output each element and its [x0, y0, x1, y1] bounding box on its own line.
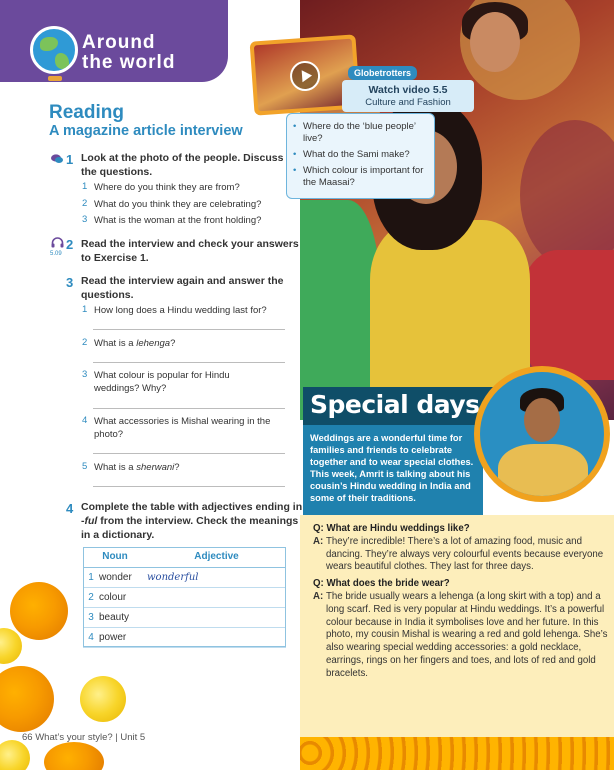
exercise-2-heading: Read the interview and check your answers to Exercise 1. — [81, 238, 299, 264]
marigold-flower — [0, 666, 54, 732]
interview-question: Q: What does the bride wear? — [313, 578, 450, 590]
avatar — [480, 372, 604, 496]
ex1-q2-text: What do you think they are celebrating? — [94, 199, 262, 210]
row-number: 2 — [83, 587, 99, 607]
row-number: 1 — [83, 567, 99, 587]
watch-video-title: Watch video 5.5 — [368, 84, 448, 96]
ex3-q1-text: How long does a Hindu wedding last for? — [94, 305, 267, 316]
exercise-4-heading: Complete the table with adjectives ending in -ful from the interview. Check the meanings in a dictionary. — [81, 501, 303, 541]
answer-line[interactable] — [93, 362, 285, 363]
marigold-flower — [44, 742, 104, 770]
column-header-noun: Noun — [83, 547, 147, 567]
ex3-q4-text: What accessories is Mishal wearing in the photo? — [94, 416, 271, 440]
marigold-border — [300, 737, 614, 770]
ex1-q3-text: What is the woman at the front holding? — [94, 215, 262, 226]
answer-line[interactable] — [93, 408, 285, 409]
list-item: • Where do the ‘blue people’ live? — [293, 121, 429, 145]
marigold-flower — [0, 740, 30, 770]
marigold-flower — [0, 628, 22, 664]
page-footer: 66 What’s your style? | Unit 5 — [22, 732, 146, 743]
lesson-banner — [0, 0, 228, 82]
exercise-2-number: 2 — [66, 237, 74, 252]
special-days-title: Special days — [310, 390, 480, 419]
list-item: • Which colour is important for the Maasai? — [293, 165, 429, 189]
ex1-q3-number: 3 — [82, 214, 88, 225]
exercise-1-heading: Look at the photo of the people. Discuss the questions. — [81, 152, 284, 178]
speech-bubble-icon — [51, 154, 63, 164]
play-icon[interactable] — [289, 60, 321, 92]
row-number: 4 — [83, 627, 99, 647]
banner-title-line2: the world — [82, 52, 176, 73]
noun-cell: beauty — [99, 607, 147, 627]
ex1-q1-number: 1 — [82, 181, 88, 192]
intro-text: Weddings are a wonderful time for families and friends to celebrate together and to wear special clothes. This week, Amrit is talking about his cousin’s Hindu wedding in India and some of their traditions. — [310, 433, 474, 503]
ex3-q4-number: 4 — [82, 415, 88, 426]
interview-answer: A: The bride usually wears a lehenga (a long skirt with a top) and a long scarf. Red is very popular at Hindu weddings. It’s a powerful colour because in India it symbolises love and her future. In this photo, my cousin Mishal is wearing a red and gold lehenga. She’s also wearing special wedding accessories: a gold necklace, earrings, rings on her fingers and toes, and lots of red and gold bracelets. — [313, 590, 608, 679]
globe-stand — [48, 76, 62, 81]
answer-line[interactable] — [93, 329, 285, 330]
ex3-q5-text: What is a sherwani? — [94, 462, 180, 473]
noun-cell: colour — [99, 587, 147, 607]
ex3-q2-number: 2 — [82, 337, 88, 348]
globe-icon — [30, 26, 78, 74]
marigold-flower — [10, 582, 68, 640]
ex1-q2-number: 2 — [82, 198, 88, 209]
watch-video-subtitle: Culture and Fashion — [365, 97, 451, 108]
video-questions-box — [286, 113, 435, 199]
exercise-3-heading: Read the interview again and answer the questions. — [81, 275, 284, 301]
audio-track-ref: 5.09 — [50, 251, 62, 257]
photo-detail — [520, 250, 614, 380]
ex3-q2-text: What is a lehenga? — [94, 338, 176, 349]
ex3-q3-text: What colour is popular for Hindu weddings? Why? — [94, 370, 230, 394]
interview-answer: A: They’re incredible! There’s a lot of amazing food, music and dancing. They’re always very colourful events because everyone wears beautiful clothes. They last for three days. — [313, 535, 604, 573]
ex3-q5-number: 5 — [82, 461, 88, 472]
ex3-q3-number: 3 — [82, 369, 88, 380]
list-item: • What do the Sami make? — [293, 149, 429, 161]
column-header-adjective: Adjective — [147, 547, 286, 567]
noun-cell: wonder — [99, 567, 147, 587]
answer-line[interactable] — [93, 486, 285, 487]
table-frame — [83, 547, 286, 647]
ex3-q1-number: 1 — [82, 304, 88, 315]
watch-video-box[interactable] — [342, 80, 474, 112]
photo-person — [470, 12, 520, 72]
interview-article — [313, 523, 609, 685]
row-number: 3 — [83, 607, 99, 627]
banner-title-line1: Around — [82, 32, 156, 53]
exercise-1-number: 1 — [66, 152, 74, 167]
noun-cell: power — [99, 627, 147, 647]
answer-line[interactable] — [93, 453, 285, 454]
exercise-3-number: 3 — [66, 275, 74, 290]
section-subtitle: A magazine article interview — [49, 123, 243, 139]
headphones-icon[interactable] — [51, 237, 64, 248]
ex1-q1-text: Where do you think they are from? — [94, 182, 240, 193]
section-title: Reading — [49, 102, 124, 123]
adjective-cell[interactable]: wonderful — [147, 567, 286, 587]
exercise-4-number: 4 — [66, 501, 74, 516]
globetrotters-tag: Globetrotters — [348, 66, 417, 80]
banner-title — [82, 33, 175, 73]
marigold-flower — [80, 676, 126, 722]
interview-question: Q: What are Hindu weddings like? — [313, 523, 470, 534]
